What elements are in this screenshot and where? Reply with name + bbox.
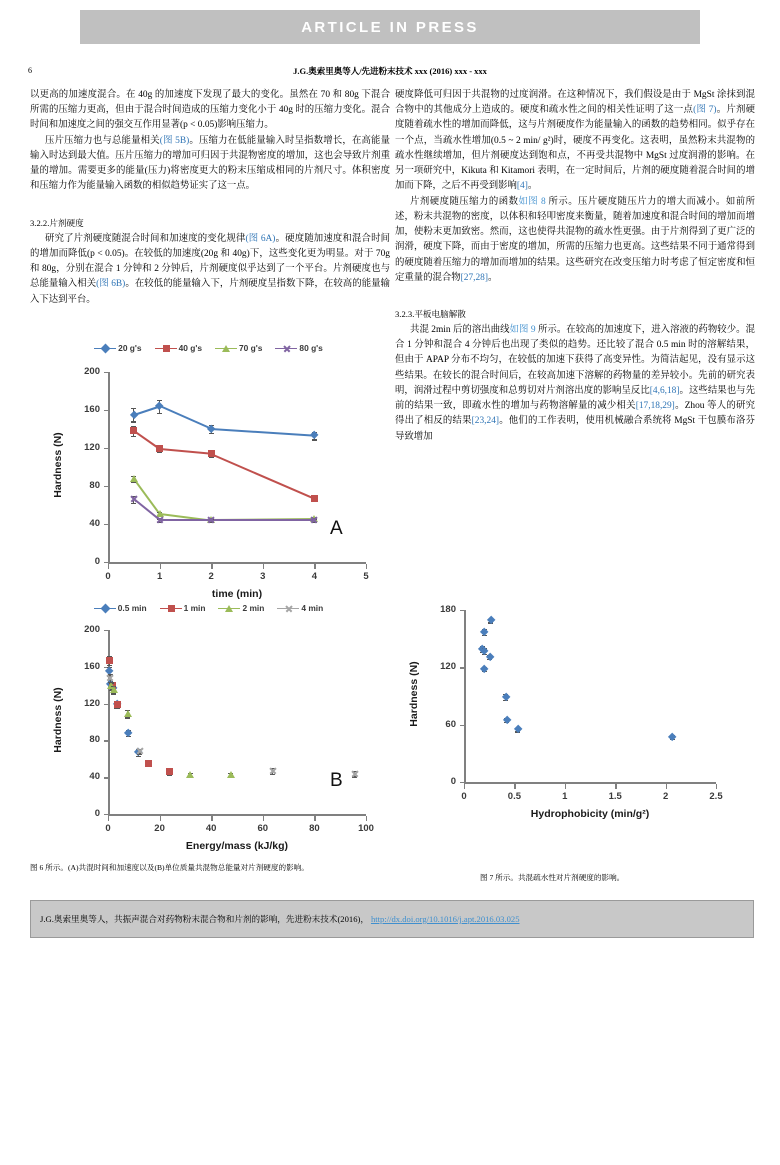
axis-tick-label: 5 (363, 571, 369, 582)
data-point (311, 495, 318, 502)
data-point (136, 747, 144, 755)
citation-reference[interactable]: [17,18,29] (635, 401, 675, 412)
axis-tick-label: 4 (311, 571, 318, 582)
data-point (106, 674, 114, 682)
x-axis-tick (160, 564, 161, 569)
y-axis-tick (104, 740, 109, 741)
citation-reference[interactable]: [27,28] (460, 272, 488, 283)
data-point (166, 768, 173, 775)
axis-tick-label: 160 (84, 404, 100, 415)
x-axis-title: Hydrophobicity (min/g²) (530, 808, 650, 820)
legend-item (94, 343, 141, 353)
x-axis-tick (565, 784, 566, 789)
data-point (481, 666, 487, 672)
paragraph-text: 。在较低的能量输入下，片剂硬度呈指数下降，在较高的能量输入下达到平台。 (30, 279, 390, 305)
error-bar-cap (131, 408, 136, 409)
axis-tick-label: 200 (84, 366, 100, 377)
x-axis-tick (666, 784, 667, 789)
legend-swatch-diamond-icon (94, 343, 116, 353)
paragraph-text: 以更高的加速度混合。在 40g 的加速度下发现了最大的变化。虽然在 70 和 80g 下混合所需的压缩力更高，但由于混合时间造成的压缩力变化小于 40g 时的压缩力变化。混合时间和加速度之间的强交互作用显著(p < 0.05)影响压缩力。 (30, 90, 390, 131)
banner-text: ARTICLE IN PRESS (301, 18, 479, 36)
data-point (488, 617, 494, 623)
error-bar-cap (312, 439, 317, 440)
x-axis-tick (263, 564, 264, 569)
section-heading-323: 3.2.3.平板电脑解散 (395, 309, 466, 320)
data-point (106, 657, 113, 664)
axis-tick-label: 2 (662, 791, 669, 802)
data-point (311, 432, 317, 438)
data-point (515, 726, 521, 732)
axis-tick-label: 1 (562, 791, 568, 802)
data-point (669, 734, 675, 740)
axis-tick-label: 120 (84, 442, 100, 453)
axis-tick-label: 40 (205, 823, 217, 834)
y-axis-title: Hardness (N) (52, 432, 64, 498)
y-axis-tick (460, 667, 465, 668)
legend-label: 40 g's (178, 343, 202, 353)
axis-tick-label: 60 (445, 718, 456, 730)
paragraph-text: 。这些结果也与先前的结果一致，即疏水性的增加与药物溶解量的减少相关 (395, 385, 755, 412)
legend-item (155, 343, 202, 353)
figure-7-caption: 图 7 所示。共混疏水性对片剂硬度的影响。 (480, 873, 625, 882)
citation-reference[interactable]: [4,6,18] (649, 385, 680, 396)
panel-label: B (330, 770, 343, 791)
y-axis-tick (460, 610, 465, 611)
axis-tick-label: 0 (94, 556, 100, 567)
series-line (211, 519, 314, 521)
legend-label: 70 g's (239, 343, 263, 353)
x-axis-tick (314, 564, 315, 569)
data-point (208, 450, 215, 457)
axis-tick-label: 160 (84, 660, 100, 672)
figure-reference[interactable]: (图 6B) (96, 279, 126, 290)
legend-label: 80 g's (299, 343, 323, 353)
paragraph-text: 。他们的工作表明，使用机械融合系统将 MgSt 干包膜布洛芬导致增加 (395, 416, 755, 442)
legend-label: 20 g's (118, 343, 142, 353)
error-bar-cap (115, 708, 120, 709)
doi-link[interactable]: http://dx.doi.org/10.1016/j.apt.2016.03.025 (370, 914, 520, 924)
y-axis-tick (104, 448, 109, 449)
legend-label: 1 min (183, 603, 206, 613)
paragraph (395, 195, 755, 286)
axis-tick-label: 2 (208, 571, 214, 582)
data-point (125, 730, 131, 736)
y-axis-title: Hardness (N) (52, 687, 64, 753)
axis-tick-label: 0 (105, 571, 111, 582)
paragraph-text: 共混 2min 后的溶出曲线 (410, 324, 510, 335)
data-point (124, 710, 132, 717)
axis-tick-label: 120 (440, 661, 456, 673)
data-point (504, 717, 510, 723)
axis-tick-label: 80 (89, 480, 100, 491)
data-point (156, 403, 162, 409)
x-axis-tick (464, 784, 465, 789)
figure-6b-legend (26, 600, 391, 616)
paragraph (30, 88, 390, 134)
legend-item (277, 603, 323, 613)
y-axis-tick (104, 630, 109, 631)
legend-swatch-square-icon (155, 343, 177, 353)
x-axis-tick (211, 816, 212, 821)
legend-swatch-triangle-icon (215, 343, 237, 353)
series-line (160, 448, 212, 455)
x-axis-tick (263, 816, 264, 821)
legend-item (218, 603, 264, 613)
paragraph-text: 压片压缩力也与总能量相关 (45, 135, 160, 146)
paragraph (395, 88, 755, 195)
paragraph-text: 所示。压片硬度随压片力的增大而减小。如前所述，粉末共混物的密度，以体积和轻叩密度来衡量，随着加速度和混合时间的增加而增加，使粉末更加致密。然而，这也使得共混物的疏水性更强。由于片剂得到了更广泛的润滑，硬度下降，而由于密度的增加，所需的压缩力也更高。这些结果不同于通常得到的硬度随着压缩力的增加而增加的结果。这些研究在改变压缩力时考虑了恒定密度和恒定重量的混合物 (395, 196, 755, 283)
citation-reference[interactable]: [4] (516, 181, 528, 192)
x-axis-title: Energy/mass (kJ/kg) (185, 840, 289, 852)
figure-6a-chart (26, 340, 391, 610)
legend-swatch-triangle-icon (218, 603, 240, 613)
paragraph-text: 所示。在较高的加速度下，进入溶液的药物较少。混合 1 分钟和混合 4 分钟后也出现了类似的趋势。还比较了混合 0.5 min 时的溶解结果，但由于 APAP 分布不均匀，在较低的加速下获得了高变异性。为简洁起见，没有显示这些结果。在较长的混合时间后，在较高加速下溶解的药物量的差异较小。先前的研究表明，润滑过程中剪切强度和总剪切对片剂溶出度的影响呈反比 (395, 324, 755, 396)
running-head: J.G.奥索里奥等人/先进粉末技术 xxx (2016) xxx - xxx (293, 66, 487, 76)
axis-tick-label: 1 (156, 571, 163, 582)
axis-tick-label: 80 (89, 734, 100, 746)
data-point (208, 426, 214, 432)
spacer (30, 195, 390, 205)
data-point (351, 770, 359, 778)
figure-reference[interactable]: 如图 9 (509, 324, 536, 335)
data-point (227, 771, 235, 778)
axis-tick-label: 0 (105, 823, 111, 834)
error-bar-cap (111, 693, 116, 694)
error-bar-cap (157, 400, 162, 401)
paragraph-text: 。压缩力在低能量输入时呈指数增长，在高能量输入时达到最大值。压片压缩力的增加可归因于共混物密度的增加，这也会导致片剂重量的增加。需要更多的能量(压力)将密度更大的粉末压缩成相同的片剂尺寸。体积密度和压缩力作为能量输入函数的相似趋势证实了这一点。 (30, 135, 390, 192)
series-line (159, 405, 211, 429)
legend-swatch-x-icon (277, 603, 299, 613)
x-axis-tick (366, 816, 367, 821)
series-line (211, 453, 315, 499)
legend-item (160, 603, 206, 613)
paragraph-text: 。片剂硬度随着疏水性的增加而降低，这与片剂硬度作为能量输入的函数的趋势相同。似乎存在一个点，当疏水性增加(0.5 ~ 2 min/ g²)时，硬度不再变化。这表明，虽然粉末共混物的疏水性继续增加，但片剂硬度达到饱和点，不再受共混物中 MgSt 过度润滑的影响。在另一项研究中，Kikuta 和 Kitamori 表明，在一定时间后，片剂的硬度随着混合时间的增加而下降，之后不再受到影响 (395, 105, 755, 192)
footer-citation-text: J.G.奥索里奥等人，共振声混合对药物粉末混合物和片剂的影响，先进粉末技术(2016)， (40, 914, 369, 924)
x-axis-tick (514, 784, 515, 789)
citation-reference[interactable]: [23,24] (471, 416, 500, 427)
axis-tick-label: 200 (84, 624, 100, 635)
data-point (130, 495, 138, 503)
error-bar-cap (125, 717, 130, 718)
paragraph (395, 323, 755, 445)
figure-reference[interactable]: (图 5B) (159, 135, 190, 146)
legend-label: 0.5 min (117, 603, 147, 613)
data-point (130, 427, 137, 434)
figure-7-plot (398, 590, 763, 862)
paragraph (30, 134, 390, 195)
error-bar-cap (107, 665, 112, 666)
data-point (130, 475, 138, 482)
legend-swatch-x-icon (275, 343, 297, 353)
x-axis-tick (160, 816, 161, 821)
series-line (160, 519, 212, 521)
axis-tick-label: 1.5 (608, 791, 622, 802)
error-bar-cap (157, 413, 162, 414)
axis-tick-label: 0.5 (507, 791, 521, 802)
x-axis-tick (716, 784, 717, 789)
figure-6a-legend (26, 340, 391, 356)
figure-reference[interactable]: (图 6A) (245, 233, 276, 244)
x-axis-tick (108, 816, 109, 821)
data-point (110, 686, 118, 693)
data-point (269, 767, 277, 775)
figure-7-chart (398, 590, 763, 868)
data-point (145, 760, 152, 767)
y-axis-line (108, 372, 110, 562)
legend-label: 2 min (242, 603, 265, 613)
x-axis-title: time (min) (211, 588, 263, 600)
x-axis-line (108, 562, 366, 564)
y-axis-tick (104, 372, 109, 373)
section-heading-322: 3.2.2.片剂硬度 (30, 217, 84, 228)
axis-tick-label: 180 (440, 604, 456, 615)
x-axis-tick (314, 816, 315, 821)
paragraph-text: 片剂硬度随压缩力的函数 (410, 196, 519, 207)
y-axis-title: Hardness (N) (408, 661, 420, 727)
axis-tick-label: 2.5 (709, 791, 723, 802)
axis-tick-label: 60 (257, 823, 269, 834)
paragraph-text: 硬度降低可归因于共混物的过度润滑。在这种情况下，我们假设是由于 MgSt 涂抹到混合物中的其他成分上造成的。硬度和疏水性之间的相关性证明了这一点 (395, 90, 755, 116)
data-point (503, 694, 509, 700)
legend-label: 4 min (301, 603, 324, 613)
data-point (186, 771, 194, 778)
paragraph-text: 。 (527, 181, 538, 192)
data-point (310, 516, 318, 524)
paragraph-text: 研究了片剂硬度随混合时间和加速度的变化规律 (45, 233, 246, 244)
axis-tick-label: 80 (309, 823, 320, 834)
legend-item (275, 343, 322, 353)
paragraph-text: 。Zhou 等人的研究得出了相反的结果 (395, 401, 755, 427)
legend-item (215, 343, 262, 353)
data-point (487, 654, 493, 660)
x-axis-tick (615, 784, 616, 789)
figure-6-caption: 图 6 所示。(A)共混时间和加速度以及(B)单位质量共混物总能量对片剂硬度的影响。 (30, 863, 309, 872)
x-axis-line (464, 782, 716, 784)
series-line (211, 428, 314, 436)
page-number: 6 (28, 66, 32, 75)
error-bar-cap (131, 421, 136, 422)
paragraph-text: 。 (487, 272, 498, 283)
x-axis-tick (211, 564, 212, 569)
right-column (395, 88, 755, 445)
article-in-press-banner (80, 10, 700, 44)
paragraph-text: 。硬度随加速度和混合时间的增加而降低(p < 0.05)。在较低的加速度(20g 和 40g)下，这些变化更为明显。对于 70g 和 80g，分别在混合 1 分钟和 2 分钟后，片剂硬度似乎达到了一个平台。片剂硬度也与总能量输入相关 (30, 233, 390, 290)
x-axis-line (108, 814, 366, 816)
axis-tick-label: 20 (154, 823, 165, 834)
axis-tick-label: 0 (450, 776, 456, 787)
data-point (131, 412, 137, 418)
data-point (481, 629, 487, 635)
axis-tick-label: 40 (89, 771, 100, 783)
axis-tick-label: 0 (461, 791, 467, 802)
figure-6b-plot (26, 616, 391, 864)
data-point (156, 445, 163, 452)
y-axis-line (464, 610, 466, 782)
y-axis-tick (104, 777, 109, 778)
panel-label: A (330, 518, 343, 539)
x-axis-tick (108, 564, 109, 569)
left-column (30, 88, 390, 308)
error-bar-cap (131, 436, 136, 437)
figure-reference[interactable]: 如图 8 (518, 196, 546, 207)
legend-swatch-square-icon (160, 603, 182, 613)
y-axis-tick (460, 725, 465, 726)
axis-tick-label: 100 (358, 823, 374, 834)
paragraph (30, 232, 390, 308)
legend-swatch-diamond-icon (94, 603, 116, 613)
y-axis-tick (104, 410, 109, 411)
axis-tick-label: 0 (94, 808, 100, 819)
figure-reference[interactable]: (图 7) (693, 105, 717, 116)
data-point (156, 516, 164, 524)
y-axis-tick (104, 486, 109, 487)
x-axis-tick (366, 564, 367, 569)
spacer (395, 286, 755, 296)
footer-citation-box (30, 900, 754, 938)
figure-6a-plot (26, 356, 391, 606)
data-point (207, 516, 215, 524)
data-point (114, 701, 121, 708)
y-axis-tick (104, 704, 109, 705)
legend-item (94, 603, 147, 613)
axis-tick-label: 120 (84, 697, 100, 709)
y-axis-tick (104, 524, 109, 525)
axis-tick-label: 40 (89, 518, 100, 529)
axis-tick-label: 3 (260, 571, 266, 582)
figure-6b-chart (26, 600, 391, 868)
